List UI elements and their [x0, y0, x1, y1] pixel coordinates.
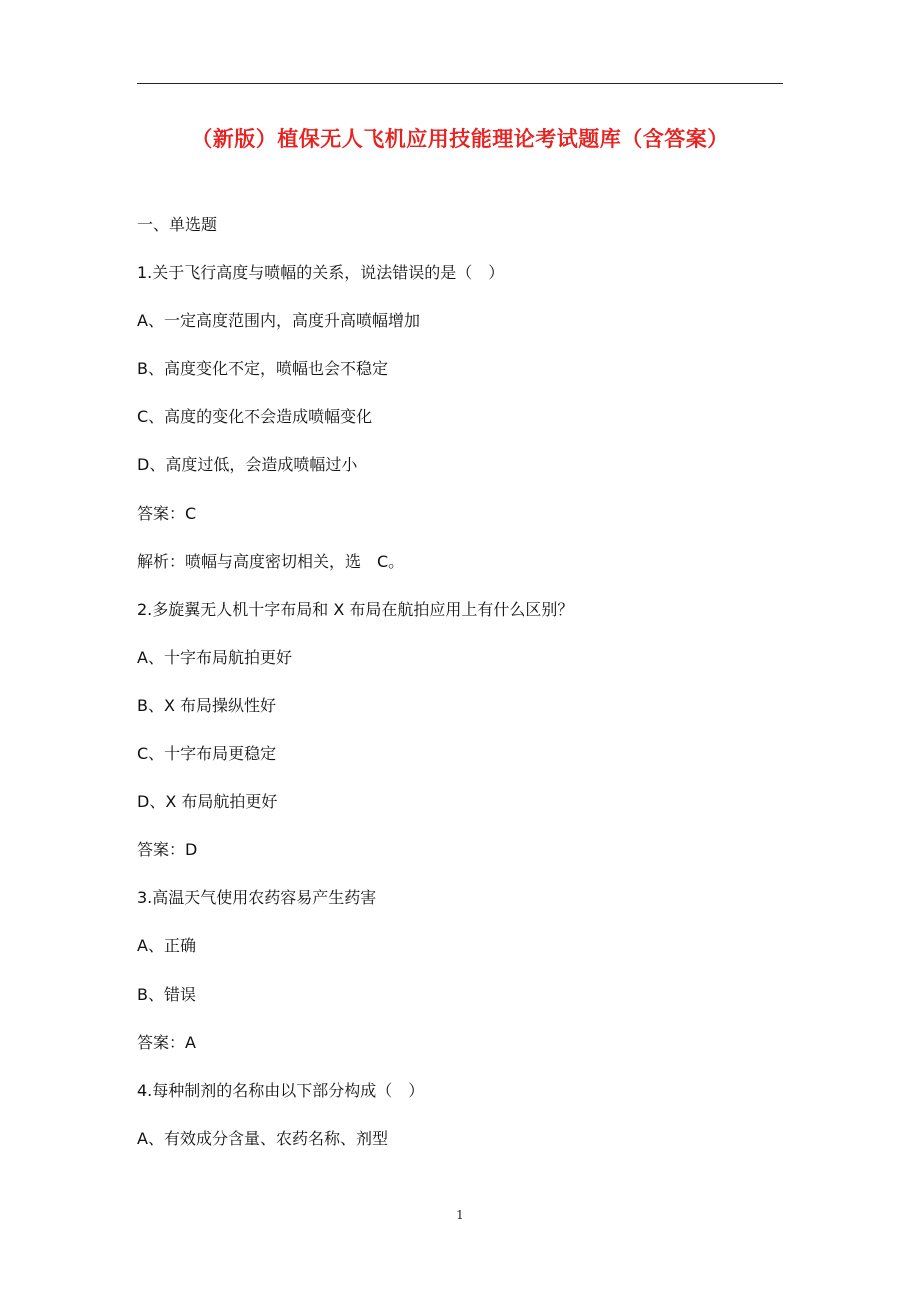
question-2: 2.多旋翼无人机十字布局和 X 布局在航拍应用上有什么区别？	[137, 599, 574, 619]
document-body	[137, 211, 783, 1173]
question-2-answer: 答案：D	[137, 840, 198, 860]
question-2-option-b: B、X 布局操纵性好	[137, 695, 277, 715]
question-3-answer: 答案：A	[137, 1032, 196, 1052]
question-4-option-a: A、有效成分含量、农药名称、剂型	[137, 1128, 388, 1148]
question-1-option-a: A、一定高度范围内，高度升高喷幅增加	[137, 311, 420, 331]
question-2-option-d: D、X 布局航拍更好	[137, 792, 278, 812]
question-1-explanation: 解析：喷幅与高度密切相关，选 C。	[137, 551, 405, 571]
question-1-answer: 答案：C	[137, 503, 197, 523]
section-heading: 一、单选题	[137, 215, 218, 234]
page-number: 1	[456, 1208, 464, 1222]
question-1: 1.关于飞行高度与喷幅的关系，说法错误的是（ ）	[137, 263, 505, 283]
question-3-option-b: B、错误	[137, 984, 196, 1004]
question-1-option-d: D、高度过低，会造成喷幅过小	[137, 455, 358, 475]
header-rule	[137, 83, 783, 84]
question-4: 4.每种制剂的名称由以下部分构成（ ）	[137, 1080, 425, 1100]
document-title: （新版）植保无人飞机应用技能理论考试题库（含答案）	[191, 127, 729, 151]
question-3-option-a: A、正确	[137, 936, 196, 956]
question-3: 3.高温天气使用农药容易产生药害	[137, 888, 377, 908]
question-1-option-b: B、高度变化不定，喷幅也会不稳定	[137, 359, 388, 379]
question-2-option-c: C、十字布局更稳定	[137, 744, 277, 764]
question-2-option-a: A、十字布局航拍更好	[137, 647, 292, 667]
question-1-option-c: C、高度的变化不会造成喷幅变化	[137, 407, 373, 427]
